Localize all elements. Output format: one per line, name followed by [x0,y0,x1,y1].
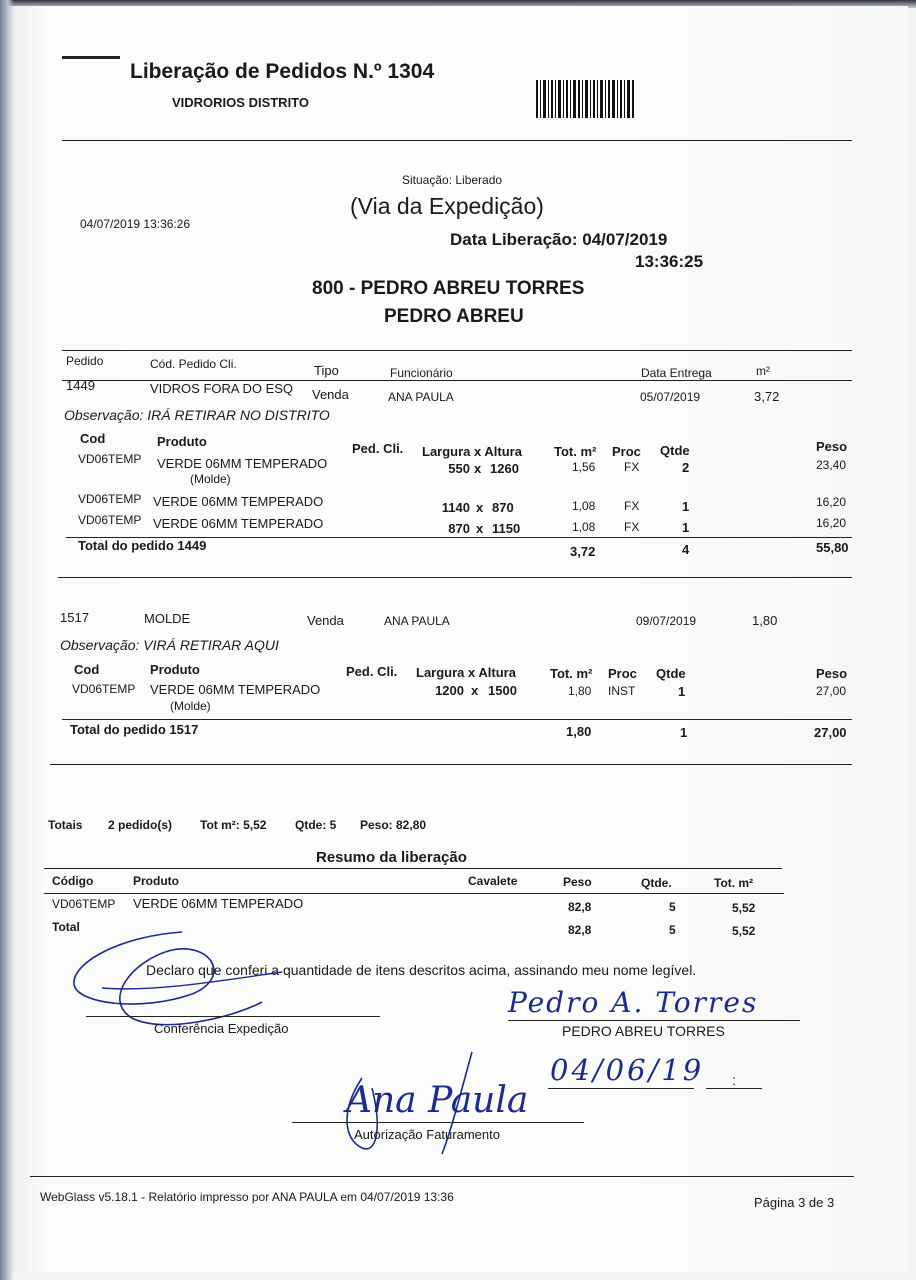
order-total-m2: 1,80 [566,724,592,739]
item-col-ped-cli: Ped. Cli. [352,441,404,456]
auth-handwritten-signature: Ana Paula [346,1080,529,1121]
item-col-ped-cli: Ped. Cli. [346,664,398,679]
summary-col-tot-m2: Tot. m² [714,876,754,890]
status-text: Situação: Liberado [402,173,503,187]
client-code-name: 800 - PEDRO ABREU TORRES [312,278,585,299]
totals-orders: 2 pedido(s) [108,818,173,832]
totals-peso: Peso: 82,80 [360,818,427,832]
summary-col-peso: Peso [563,875,592,889]
item-altura: 1150 [492,521,521,536]
summary-col-codigo: Código [52,874,94,888]
item-tot-m2: 1,08 [572,520,596,534]
item-altura: 1260 [490,461,519,476]
authorization-signature-line [292,1122,584,1123]
item-tot-m2: 1,80 [568,684,592,698]
authorization-label: Autorização Faturamento [354,1127,500,1142]
order-total-label: Total do pedido 1449 [78,538,207,553]
totals-label: Totais [48,818,83,832]
summary-col-qtde: Qtde. [641,876,672,890]
order-observation: Observação: VIRÁ RETIRAR AQUI [60,637,279,653]
item-altura: 870 [492,500,514,515]
order-m2: 1,80 [752,613,778,628]
item-proc: FX [624,460,640,474]
order-separator [58,577,852,578]
item-cod: VD06TEMP [78,492,142,506]
item-product-note: (Molde) [170,699,211,713]
orders-header-top-line [62,350,852,351]
footer-left: WebGlass v5.18.1 - Relatório impresso por ANA PAULA em 04/07/2019 13:36 [40,1190,454,1204]
summary-total-label: Total [52,920,80,934]
item-altura: 1500 [488,683,517,698]
item-qtde: 1 [682,520,690,535]
print-datetime: 04/07/2019 13:36:26 [80,217,191,231]
totals-m2: Tot m²: 5,52 [200,818,267,832]
summary-total-qtde: 5 [669,923,676,937]
summary-header-line [44,893,784,894]
conferencia-signature-line [86,1016,380,1017]
order-total-peso: 27,00 [814,725,847,740]
totals-qtde: Qtde: 5 [295,818,337,832]
order-employee: ANA PAULA [384,614,450,628]
summary-col-cavalete: Cavalete [468,874,518,888]
item-col-peso: Peso [816,666,848,681]
item-tot-m2: 1,08 [572,499,596,513]
date-line [548,1088,694,1089]
item-col-proc: Proc [612,444,641,459]
order-delivery-date: 09/07/2019 [636,614,697,628]
header-mark [62,56,120,59]
item-qtde: 1 [682,499,690,514]
item-largura: 550 [448,461,470,476]
item-product: VERDE 06MM TEMPERADO [150,682,321,697]
item-cod: VD06TEMP [78,513,142,527]
item-col-largura-altura: Largura x Altura [422,444,522,459]
order-m2: 3,72 [754,389,780,404]
item-qtde: 2 [682,460,690,475]
client-handwritten-signature: Pedro A. Torres [508,986,759,1019]
order-number: 1449 [66,378,95,393]
order-number: 1517 [60,610,89,625]
release-time: 13:36:25 [635,252,704,271]
order-delivery-date: 05/07/2019 [640,390,701,404]
order-separator [50,764,852,765]
item-product: VERDE 06MM TEMPERADO [153,494,324,509]
item-cod: VD06TEMP [78,452,142,466]
item-col-qtde: Qtde [660,443,690,458]
item-proc: FX [624,520,640,534]
release-date: Data Liberação: 04/07/2019 [450,230,668,249]
item-largura: 1140 [441,500,470,515]
item-col-cod: Cod [80,431,106,446]
order-total-label: Total do pedido 1517 [70,722,199,737]
scan-left-edge [0,0,14,1280]
item-largura: 1200 [435,683,464,698]
col-cod-pedido-cli: Cód. Pedido Cli. [150,357,237,371]
handwritten-date: 04/06/19 [550,1053,705,1087]
summary-tot-m2: 5,52 [732,901,756,915]
summary-total-peso: 82,8 [568,923,592,937]
time-separator: : [732,1072,736,1088]
item-col-peso: Peso [816,439,848,454]
summary-col-produto: Produto [133,874,179,888]
company-name: VIDRORIOS DISTRITO [172,95,309,110]
item-cod: VD06TEMP [72,682,136,696]
item-product-note: (Molde) [190,472,231,486]
declaration-text: Declaro que conferi a quantidade de itens descritos acima, assinando meu nome legível. [146,962,697,978]
order-total-qtde: 1 [680,725,688,740]
item-qtde: 1 [678,684,686,699]
item-product: VERDE 06MM TEMPERADO [153,516,324,531]
summary-top-line [44,868,782,869]
order-type: Venda [307,613,344,628]
col-data-entrega: Data Entrega [641,366,712,380]
item-peso: 16,20 [816,516,847,530]
document-title: Liberação de Pedidos N.º 1304 [130,60,435,83]
item-product: VERDE 06MM TEMPERADO [157,456,328,471]
item-proc: INST [608,684,636,698]
order-total-m2: 3,72 [570,544,596,559]
summary-codigo: VD06TEMP [52,897,116,911]
item-peso: 23,40 [816,458,847,472]
item-col-tot-m2: Tot. m² [554,444,597,459]
item-col-proc: Proc [608,666,637,681]
item-col-cod: Cod [74,662,100,677]
col-tipo: Tipo [314,363,339,378]
item-col-tot-m2: Tot. m² [550,666,593,681]
col-pedido: Pedido [66,354,104,368]
summary-peso: 82,8 [568,900,592,914]
item-col-largura-altura: Largura x Altura [416,665,516,680]
order-client-code: VIDROS FORA DO ESQ [150,381,294,396]
item-peso: 16,20 [816,495,847,509]
footer-divider [30,1176,854,1177]
order-total-line [62,719,852,720]
item-col-qtde: Qtde [656,666,686,681]
item-tot-m2: 1,56 [572,460,596,474]
summary-title: Resumo da liberação [316,849,467,866]
via-label: (Via da Expedição) [350,193,544,219]
order-total-peso: 55,80 [816,540,849,555]
header-divider [62,140,852,141]
summary-total-tot-m2: 5,52 [732,924,756,938]
order-type: Venda [312,387,349,402]
item-peso: 27,00 [816,684,847,698]
barcode-icon [536,80,636,118]
client-signature-name: PEDRO ABREU TORRES [562,1023,725,1039]
conferencia-label: Conferência Expedição [154,1021,289,1036]
summary-qtde: 5 [669,900,676,914]
order-client-code: MOLDE [144,611,191,626]
order-observation: Observação: IRÁ RETIRAR NO DISTRITO [64,407,330,423]
item-proc: FX [624,499,640,513]
item-col-produto: Produto [157,434,207,449]
item-col-produto: Produto [150,662,200,677]
order-employee: ANA PAULA [388,390,454,404]
client-short-name: PEDRO ABREU [384,306,524,327]
footer-page-number: Página 3 de 3 [754,1195,835,1210]
summary-produto: VERDE 06MM TEMPERADO [133,896,304,911]
order-total-qtde: 4 [682,542,690,557]
client-signature-line [508,1020,800,1021]
col-funcionario: Funcionário [390,366,453,380]
col-m2: m² [756,364,770,378]
item-largura: 870 [448,521,470,536]
time-line [706,1088,762,1089]
